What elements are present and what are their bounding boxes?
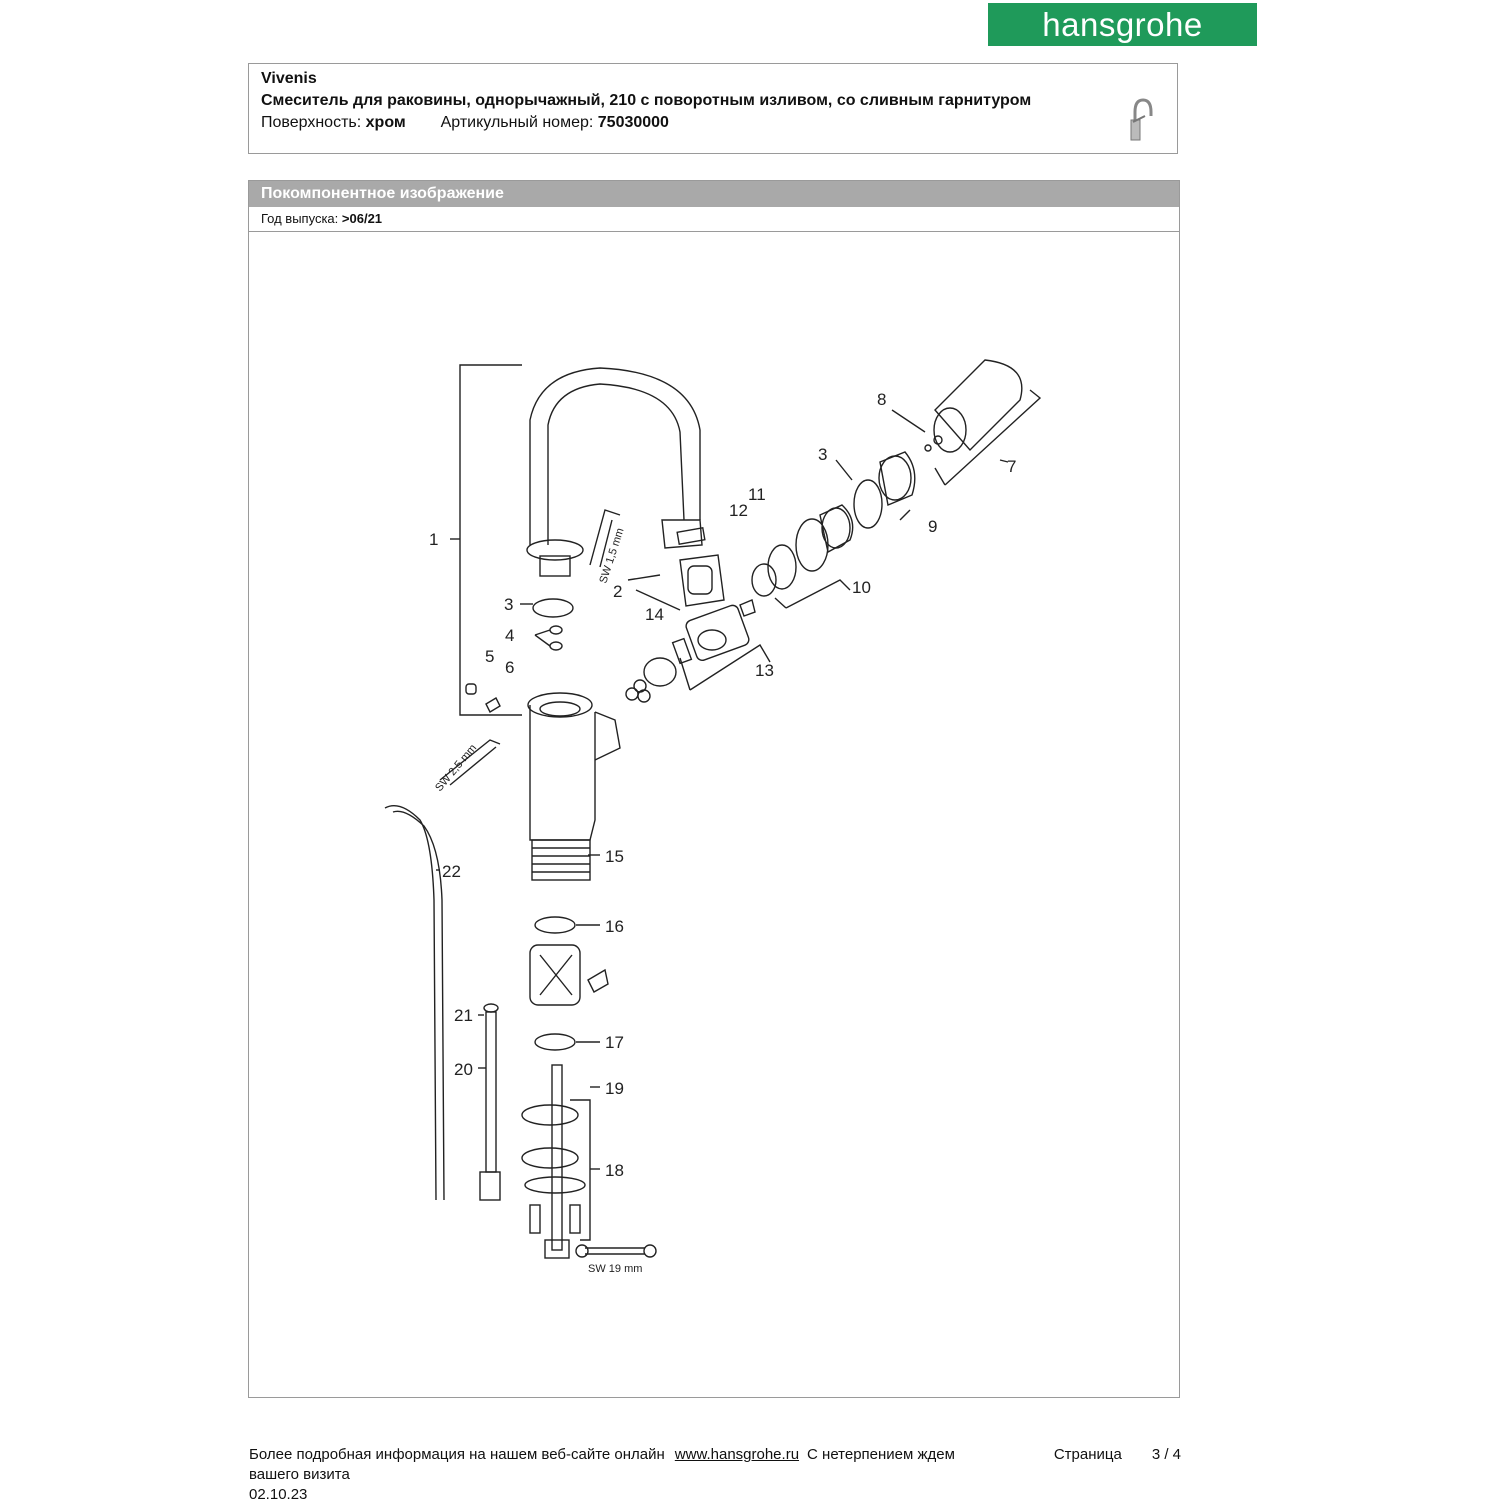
year-value: >06/21: [341, 211, 383, 226]
callout-8: 8: [877, 390, 887, 409]
callout-5: 5: [485, 647, 495, 666]
surface-label: Поверхность:: [261, 114, 362, 131]
footer-after-link: С нетерпением ждем: [807, 1446, 955, 1463]
tool-sw15-label: SW 1,5 mm: [597, 526, 627, 585]
callout-1: 1: [429, 530, 439, 549]
callout-2: 2: [613, 582, 623, 601]
callout-9: 9: [928, 517, 938, 536]
callout-10: 10: [852, 578, 871, 597]
callout-20: 20: [454, 1060, 473, 1079]
product-name: Vivenis: [261, 70, 317, 87]
callout-14: 14: [645, 605, 664, 624]
page-number: 3 / 4: [1151, 1446, 1181, 1463]
callout-16: 16: [605, 917, 624, 936]
callout-6: 6: [505, 658, 515, 677]
tool-sw19-label: SW 19 mm: [588, 1263, 643, 1275]
callout-7: 7: [1007, 457, 1017, 476]
callout-19: 19: [605, 1079, 624, 1098]
callout-4: 4: [505, 626, 515, 645]
print-date: 02.10.23: [249, 1486, 308, 1503]
callout-18: 18: [605, 1161, 624, 1180]
tool-sw25-label: SW 2,5 mm: [433, 742, 480, 794]
callout-15: 15: [605, 847, 624, 866]
footer-line2: вашего визита: [249, 1466, 350, 1483]
page-footer: [249, 1445, 1181, 1505]
article-label: Артикульный номер:: [440, 114, 594, 131]
callout-22: 22: [442, 862, 461, 881]
section-title: Покомпонентное изображение: [249, 181, 1179, 207]
year-label: Год выпуска:: [261, 211, 339, 226]
callout-11: 11: [748, 485, 766, 504]
callout-13: 13: [755, 661, 774, 680]
footer-text: Более подробная информация на нашем веб-сайте онлайн: [249, 1446, 665, 1463]
callout-12: 12: [729, 501, 748, 520]
callout-3b: 3: [818, 445, 828, 464]
callout-17: 17: [605, 1033, 624, 1052]
website-link[interactable]: www.hansgrohe.ru: [674, 1446, 800, 1463]
page-label: Страница: [1053, 1446, 1122, 1463]
surface-value: хром: [365, 114, 406, 131]
product-description: Смеситель для раковины, однорычажный, 210 с поворотным изливом, со сливным гарнитуром: [261, 92, 1032, 109]
callout-3a: 3: [504, 595, 514, 614]
brand-logo: hansgrohe: [988, 3, 1257, 46]
callout-21: 21: [454, 1006, 473, 1025]
article-value: 75030000: [597, 114, 669, 131]
